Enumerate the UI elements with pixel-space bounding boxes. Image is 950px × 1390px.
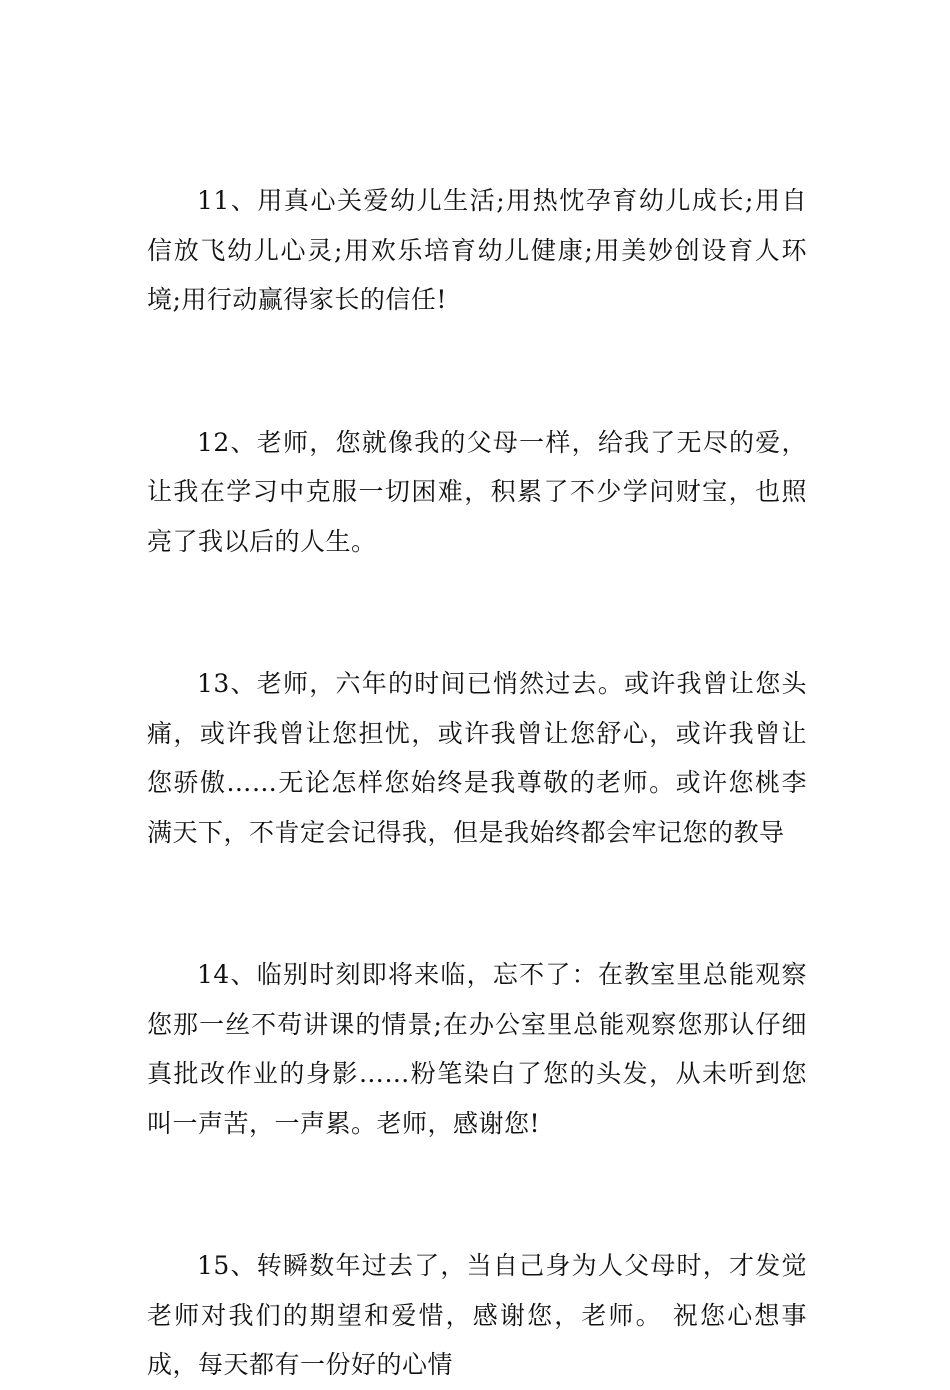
paragraph-12: 12、老师，您就像我的父母一样，给我了无尽的爱，让我在学习中克服一切困难，积累了不少学问财宝，也照亮了我以后的人生。: [147, 427, 807, 556]
paragraph-13: 13、老师，六年的时间已悄然过去。或许我曾让您头痛，或许我曾让您担忧，或许我曾让您舒心，或许我曾让您骄傲……无论怎样您始终是我尊敬的老师。或许您桃李满天下，不肯定会记得我，但是我始终都会牢记您的教导: [147, 669, 807, 847]
paragraph-11: 11、用真心关爱幼儿生活;用热忱孕育幼儿成长;用自信放飞幼儿心灵;用欢乐培育幼儿健康;用美妙创设育人环境;用行动赢得家长的信任!: [147, 186, 807, 314]
paragraph-15: 15、转瞬数年过去了，当自己身为人父母时，才发觉老师对我们的期望和爱惜，感谢您，老师。 祝您心想事成，每天都有一份好的心情: [147, 1251, 807, 1379]
paragraph-14: 14、临别时刻即将来临，忘不了：在教室里总能观察您那一丝不苟讲课的情景;在办公室里总能观察您那认仔细真批改作业的身影……粉笔染白了您的头发，从未听到您叫一声苦，一声累。老师，感谢您!: [147, 960, 807, 1138]
document-body: [147, 176, 807, 1390]
